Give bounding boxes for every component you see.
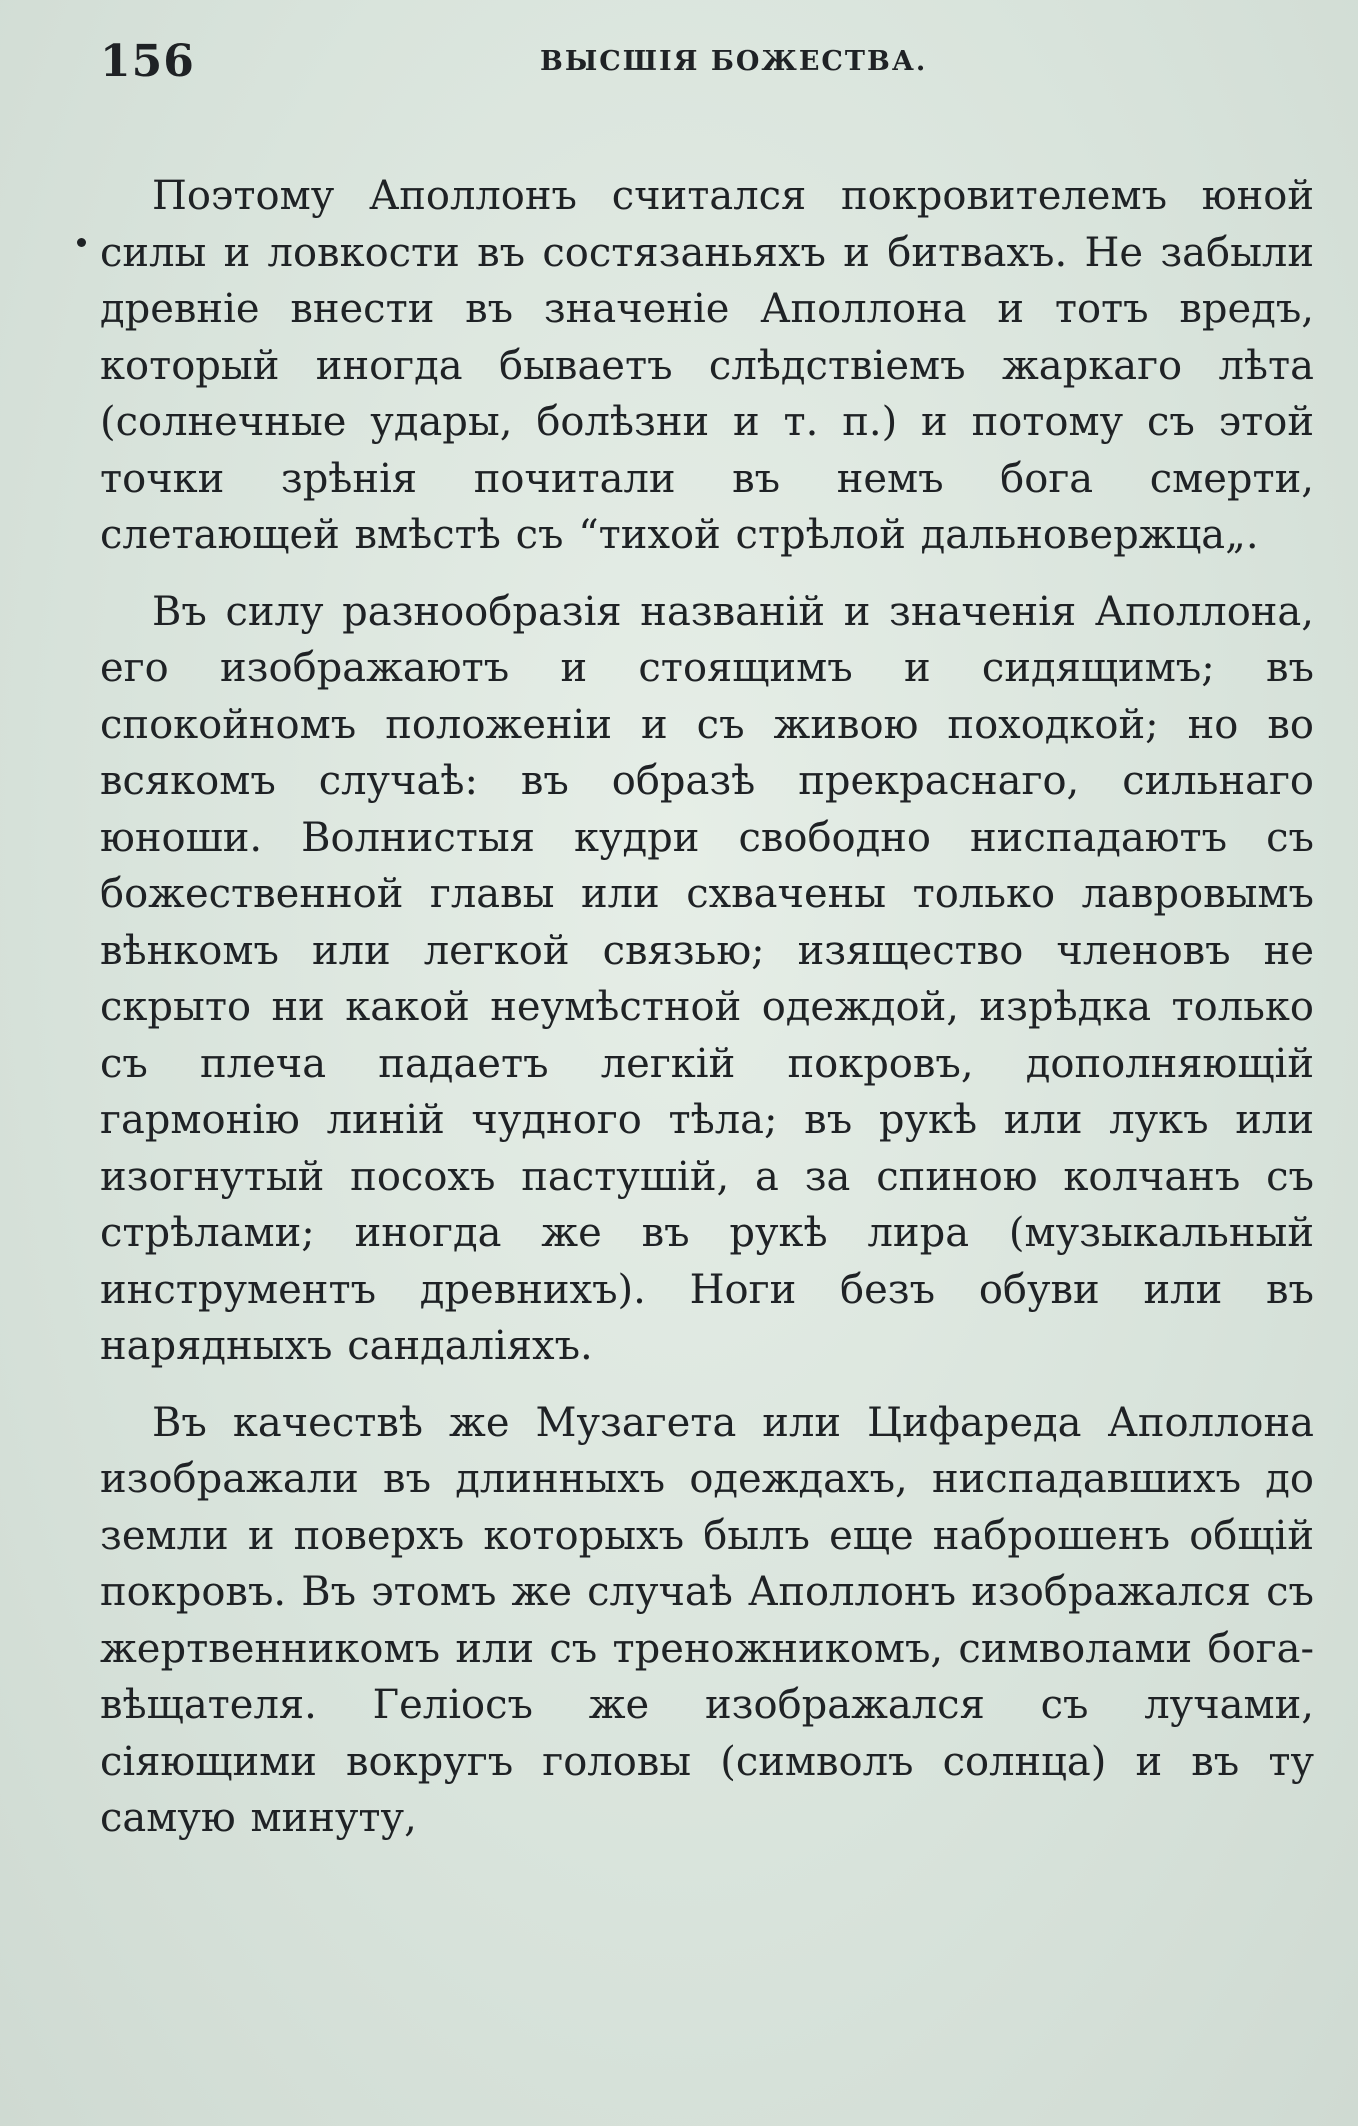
page-number: 156: [100, 36, 195, 87]
paragraph-1: Поэтому Аполлонъ считался покровителемъ юной силы и ловкости въ состязаньяхъ и битвахъ. Не забыли древніе внести въ значеніе Аполлона и тотъ вредъ, который иногда бываетъ слѣдствіемъ жаркаго лѣта (солнечные удары, болѣзни и т. п.) и потому съ этой точки зрѣнія почитали въ немъ бога смерти, слетающей вмѣстѣ съ “тихой стрѣлой дальновержца„.: [100, 173, 1314, 558]
ink-dot: [77, 238, 86, 247]
body-text: [100, 168, 1314, 1847]
paragraph-3: Въ качествѣ же Музагета или Цифареда Аполлона изображали въ длинныхъ одеждахъ, ниспадавшихъ до земли и поверхъ которыхъ былъ еще наброшенъ общій покровъ. Въ этомъ же случаѣ Аполлонъ изображался съ жертвенникомъ или съ треножникомъ, символами бога-вѣщателя. Геліосъ же изображался съ лучами, сіяющими вокругъ головы (символъ солнца) и въ ту самую минуту,: [100, 1399, 1314, 1841]
paragraph-2: Въ силу разнообразія названій и значенія Аполлона, его изображаютъ и стоящимъ и сидящимъ; въ спокойномъ положеніи и съ живою походкой; но во всякомъ случаѣ: въ образѣ прекраснаго, сильнаго юноши. Волнистыя кудри свободно ниспадаютъ съ божественной главы или схвачены только лавровымъ вѣнкомъ или легкой связью; изящество членовъ не скрыто ни какой неумѣстной одеждой, изрѣдка только съ плеча падаетъ легкій покровъ, дополняющій гармонію линій чудного тѣла; въ рукѣ или лукъ или изогнутый посохъ пастушій, а за спиною колчанъ съ стрѣлами; иногда же въ рукѣ лира (музыкальный инструментъ древнихъ). Ноги безъ обуви или въ нарядныхъ сандаліяхъ.: [100, 588, 1314, 1369]
running-head: [100, 36, 1314, 106]
running-title: ВЫСШІЯ БОЖЕСТВА.: [540, 46, 928, 77]
